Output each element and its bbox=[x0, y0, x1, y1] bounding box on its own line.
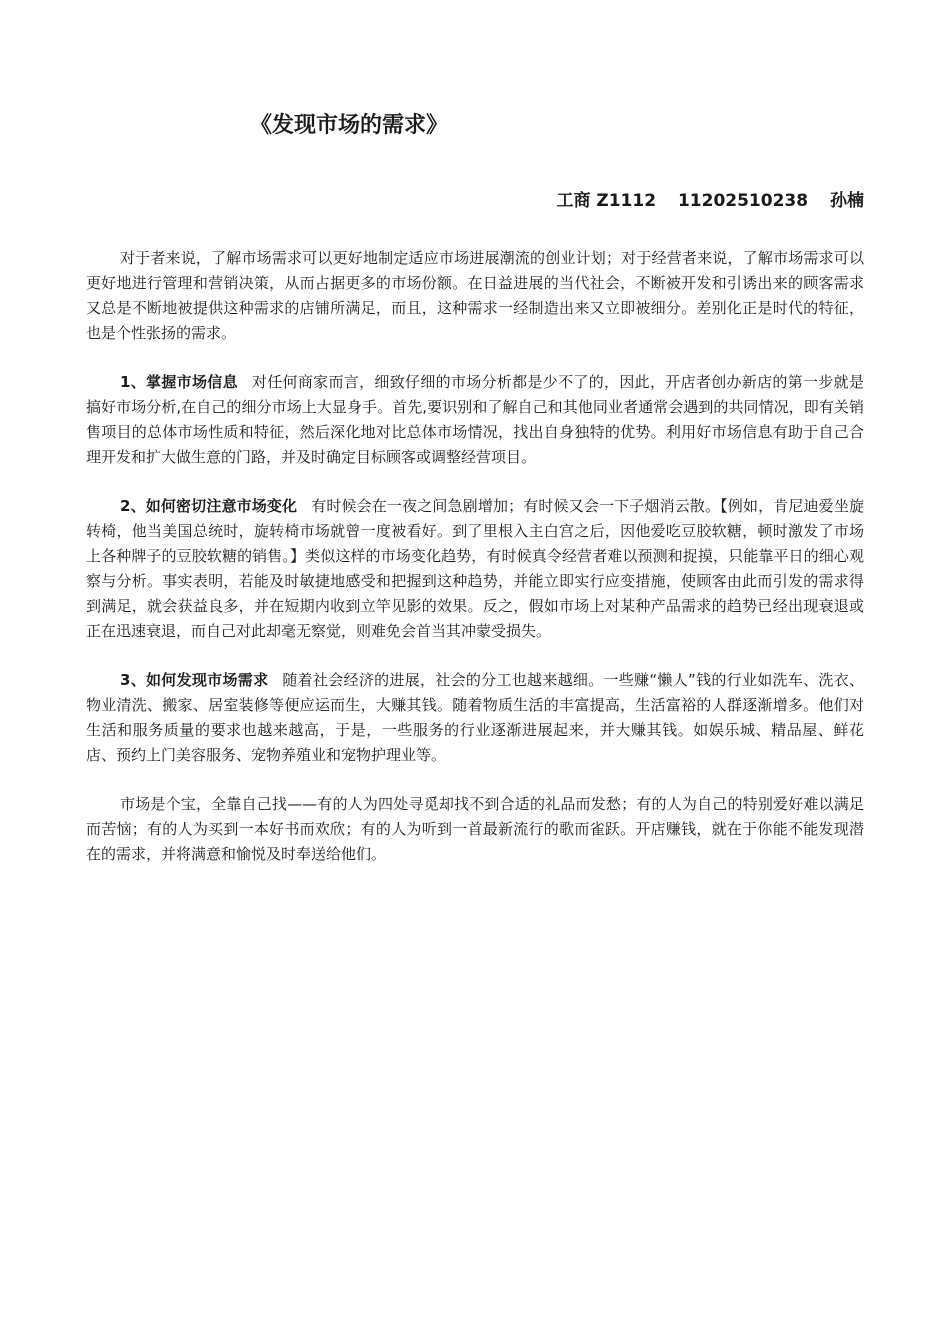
paragraph-intro bbox=[86, 246, 864, 346]
paragraph-text: 对于者来说，了解市场需求可以更好地制定适应市场进展潮流的创业计划；对于经营者来说，了解市场需求可以更好地进行管理和营销决策，从而占据更多的市场份额。在日益进展的当代社会，不断被开发和引诱出来的顾客需求又总是不断地被提供这种需求的店铺所满足，而且，这种需求一经制造出来又立即被细分。差别化正是时代的特征，也是个性张扬的需求。 bbox=[86, 249, 864, 342]
paragraph-conclusion bbox=[86, 792, 864, 867]
document-title: 《发现市场的需求》 bbox=[250, 113, 449, 138]
section-heading: 2、如何密切注意市场变化 bbox=[120, 497, 298, 515]
paragraph-text: 市场是个宝，全靠自己找——有的人为四处寻觅却找不到合适的礼品而发愁；有的人为自己的特别爱好难以满足而苦恼；有的人为买到一本好书而欢欣；有的人为听到一首最新流行的歌而雀跃。开店赚钱，就在于你能不能发现潜在的需求，并将满意和愉悦及时奉送给他们。 bbox=[86, 795, 864, 863]
section-heading: 3、如何发现市场需求 bbox=[120, 671, 269, 689]
paragraph-section-1 bbox=[86, 370, 864, 470]
author-name: 孙楠 bbox=[830, 191, 864, 211]
paragraph-section-3 bbox=[86, 668, 864, 768]
section-heading: 1、掌握市场信息 bbox=[120, 373, 238, 391]
student-id: 11202510238 bbox=[677, 191, 809, 211]
author-byline bbox=[556, 186, 864, 211]
paragraph-text: 对任何商家而言，细致仔细的市场分析都是少不了的，因此，开店者创办新店的第一步就是搞好市场分析,在自己的细分市场上大显身手。首先,要识别和了解自己和其他同业者通常会遇到的共同情况，即有关销售项目的总体市场性质和特征，然后深化地对比总体市场情况，找出自身独特的优势。利用好市场信息有助于自己合理开发和扩大做生意的门路，并及时确定目标顾客或调整经营项目。 bbox=[86, 373, 864, 466]
class-name: 工商 Z1112 bbox=[556, 191, 657, 211]
paragraph-text: 随着社会经济的进展，社会的分工也越来越细。一些赚“懒人”钱的行业如洗车、洗衣、物业清洗、搬家、居室装修等便应运而生，大赚其钱。随着物质生活的丰富提高，生活富裕的人群逐渐增多。他们对生活和服务质量的要求也越来越高，于是，一些服务的行业逐渐进展起来，并大赚其钱。如娱乐城、精品屋、鲜花店、预约上门美容服务、宠物养殖业和宠物护理业等。 bbox=[86, 671, 864, 764]
paragraph-text: 有时候会在一夜之间急剧增加；有时候又会一下子烟消云散。【例如，肯尼迪爱坐旋转椅，他当美国总统时，旋转椅市场就曾一度被看好。到了里根入主白宫之后，因他爱吃豆胶软糖，顿时激发了市场上各种牌子的豆胶软糖的销售。】类似这样的市场变化趋势，有时候真令经营者难以预测和捉摸，只能靠平日的细心观察与分析。事实表明，若能及时敏捷地感受和把握到这种趋势，并能立即实行应变措施，使顾客由此而引发的需求得到满足，就会获益良多，并在短期内收到立竿见影的效果。反之，假如市场上对某种产品需求的趋势已经出现衰退或正在迅速衰退，而自己对此却毫无察觉，则难免会首当其冲蒙受损失。 bbox=[86, 497, 864, 640]
paragraph-section-2 bbox=[86, 494, 864, 644]
document-body bbox=[86, 246, 864, 891]
